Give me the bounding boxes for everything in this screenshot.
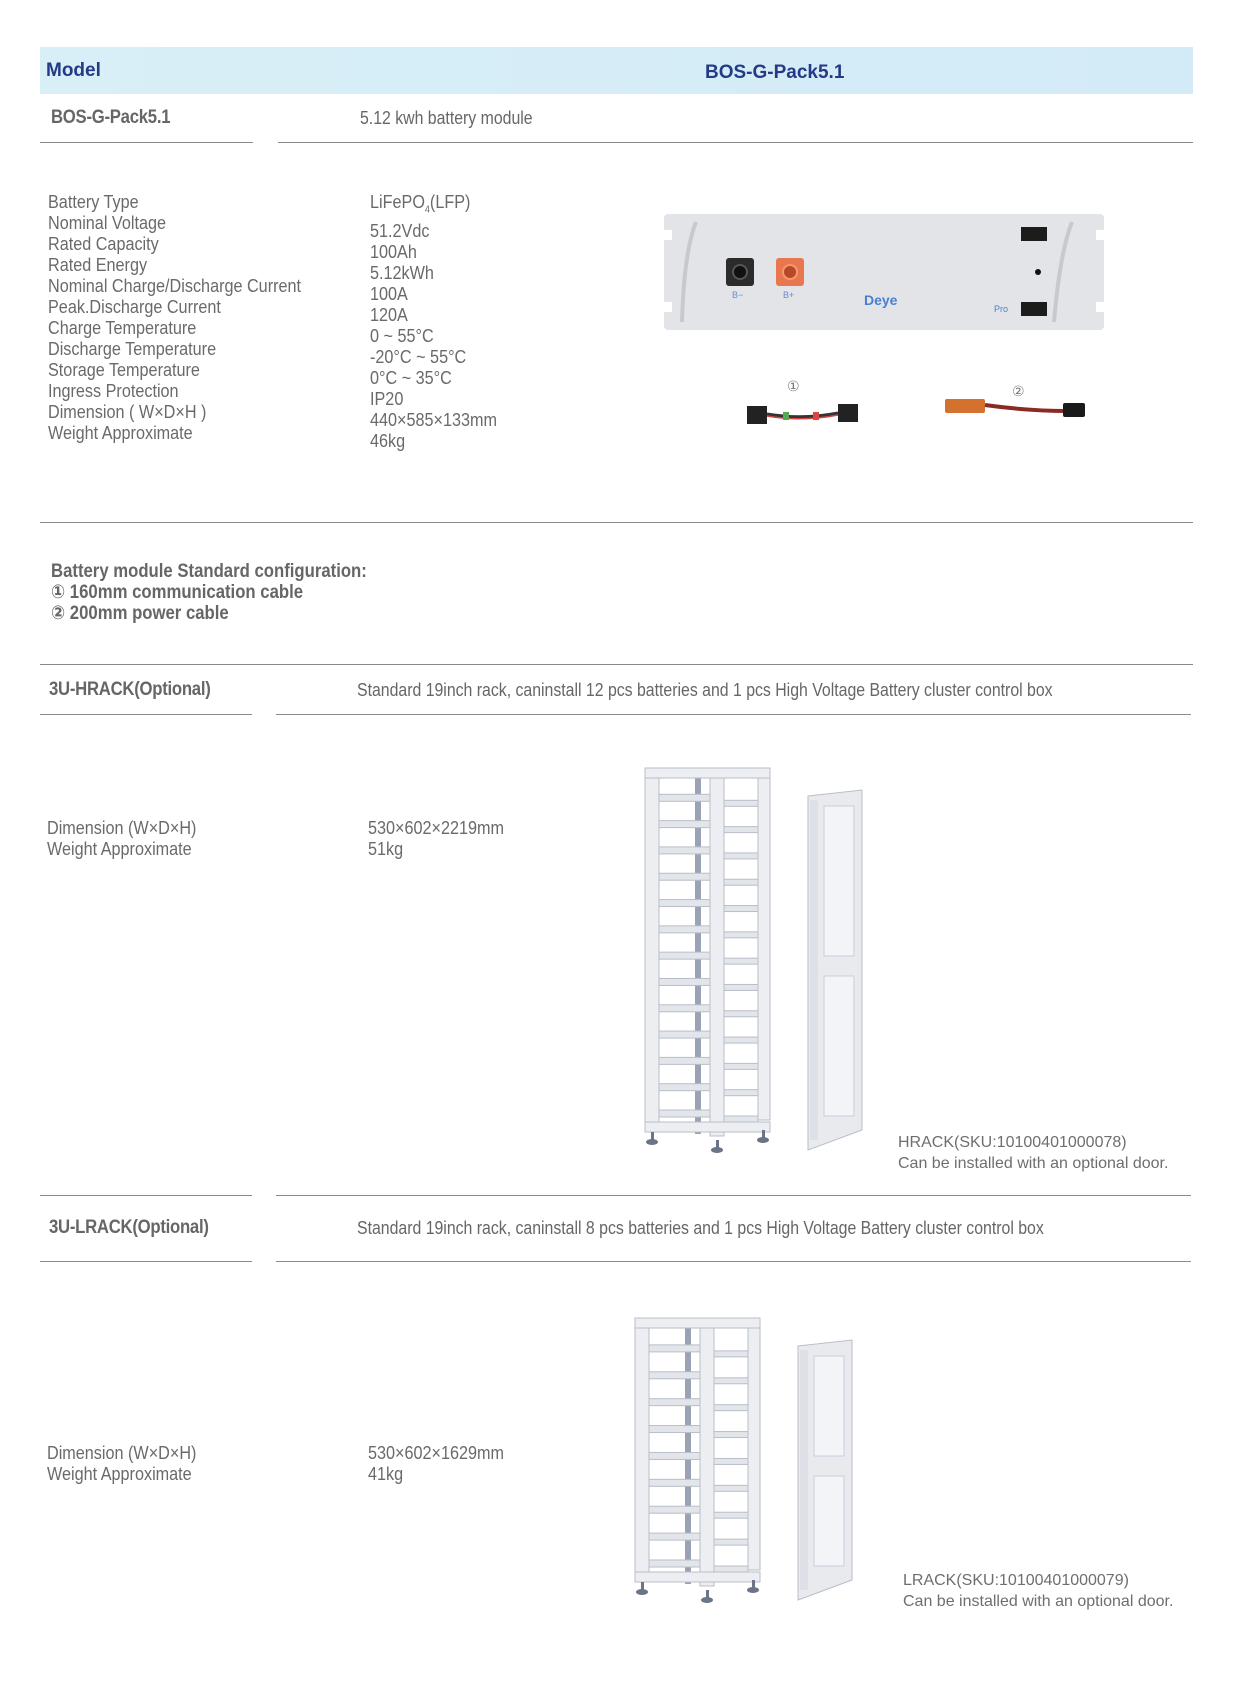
rack-foot bbox=[636, 1589, 648, 1595]
rack-shelf bbox=[649, 1533, 700, 1540]
rack-shelf bbox=[714, 1566, 748, 1572]
rack-shelf bbox=[649, 1372, 700, 1379]
rack-shelf bbox=[659, 1110, 710, 1117]
rack-foot bbox=[757, 1137, 769, 1143]
rack-top-frame bbox=[635, 1318, 760, 1328]
battery-section-title: BOS-G-Pack5.1 bbox=[51, 107, 171, 128]
divider bbox=[278, 142, 1193, 143]
battery-section-description: 5.12 kwh battery module bbox=[360, 108, 533, 128]
rack-foot bbox=[641, 1582, 644, 1590]
spec-value: 100A bbox=[370, 283, 408, 304]
hrack-spec-values bbox=[368, 818, 519, 860]
spec-label: Dimension (W×D×H) bbox=[47, 818, 197, 838]
divider bbox=[40, 1195, 252, 1196]
spec-value: 120A bbox=[370, 304, 408, 325]
rack-post bbox=[700, 1324, 714, 1586]
pro-badge: Pro bbox=[994, 304, 1009, 314]
rack-post bbox=[710, 774, 724, 1136]
product-name: BOS-G-Pack5.1 bbox=[705, 62, 845, 83]
rack-shelf bbox=[714, 1512, 748, 1518]
divider bbox=[276, 1261, 1191, 1262]
rack-shelf bbox=[659, 1031, 710, 1038]
rack-shelf bbox=[724, 1063, 758, 1069]
rack-shelf bbox=[649, 1426, 700, 1433]
rack-door-panel bbox=[814, 1476, 844, 1566]
rack-door-panel bbox=[824, 976, 854, 1116]
rack-foot bbox=[762, 1130, 765, 1138]
hrack-sku: HRACK(SKU:10100401000078) bbox=[898, 1134, 1127, 1151]
rack-shelf bbox=[724, 984, 758, 990]
divider bbox=[276, 1195, 1191, 1196]
lrack-section-description: Standard 19inch rack, caninstall 8 pcs batteries and 1 pcs High Voltage Battery cluster control box bbox=[357, 1218, 1044, 1238]
rack-door-vent bbox=[810, 800, 818, 1140]
spec-value: 51.2Vdc bbox=[370, 220, 430, 241]
rack-shelf bbox=[724, 1090, 758, 1096]
rack-post bbox=[635, 1318, 649, 1580]
rack-shelf bbox=[714, 1351, 748, 1357]
config-title: Battery module Standard configuration: bbox=[51, 561, 367, 582]
rack-shelf bbox=[649, 1560, 700, 1567]
battery-spec-labels bbox=[48, 192, 329, 444]
model-header-band bbox=[40, 47, 1193, 94]
spec-label: Nominal Voltage bbox=[48, 213, 166, 233]
spec-label: Weight Approximate bbox=[47, 839, 192, 859]
divider bbox=[40, 664, 1193, 665]
divider bbox=[40, 142, 253, 143]
spec-label: Rated Capacity bbox=[48, 234, 159, 254]
rack-shelf bbox=[659, 847, 710, 854]
rack-shelf bbox=[659, 952, 710, 959]
hrack-door-note: Can be installed with an optional door. bbox=[898, 1155, 1169, 1172]
power-cable-image bbox=[943, 393, 1093, 423]
terminal-neg-label: B− bbox=[732, 290, 744, 300]
rack-shelf bbox=[724, 827, 758, 833]
rack-bottom-frame bbox=[645, 1122, 770, 1132]
terminal-pos-label: B+ bbox=[783, 290, 795, 300]
lrack-spec-labels bbox=[47, 1443, 213, 1485]
spec-label: Peak.Discharge Current bbox=[48, 297, 221, 317]
hrack-spec-labels bbox=[47, 818, 213, 860]
rack-shelf bbox=[724, 1037, 758, 1043]
spec-label: Dimension (W×D×H) bbox=[47, 1443, 197, 1463]
communication-cable-image bbox=[745, 400, 860, 430]
rack-post bbox=[748, 1318, 760, 1570]
rack-shelf bbox=[649, 1345, 700, 1352]
lrack-image bbox=[630, 1310, 880, 1610]
rack-shelf bbox=[724, 800, 758, 806]
rack-shelf bbox=[714, 1405, 748, 1411]
spec-label: Battery Type bbox=[48, 192, 139, 212]
rack-shelf bbox=[649, 1506, 700, 1513]
spec-value: 0 ~ 55°C bbox=[370, 325, 434, 346]
divider bbox=[276, 714, 1191, 715]
rack-shelf bbox=[659, 794, 710, 801]
spec-value: 5.12kWh bbox=[370, 262, 434, 283]
spec-value: 440×585×133mm bbox=[370, 409, 497, 430]
lrack-spec-values bbox=[368, 1443, 519, 1485]
rack-shelf bbox=[714, 1458, 748, 1464]
rack-foot bbox=[706, 1590, 709, 1598]
rack-shelf bbox=[724, 879, 758, 885]
rack-top-frame bbox=[645, 768, 770, 778]
spec-label: Dimension ( W×D×H ) bbox=[48, 402, 207, 422]
rack-shelf bbox=[724, 958, 758, 964]
rack-door-panel bbox=[814, 1356, 844, 1456]
spec-value: 530×602×2219mm bbox=[368, 818, 505, 838]
spec-label: Nominal Charge/Discharge Current bbox=[48, 276, 302, 296]
rack-shelf bbox=[714, 1432, 748, 1438]
rack-shelf bbox=[649, 1479, 700, 1486]
spec-label: Storage Temperature bbox=[48, 360, 200, 380]
rack-shelf bbox=[724, 853, 758, 859]
lrack-sku: LRACK(SKU:10100401000079) bbox=[903, 1572, 1129, 1589]
lrack-door-note: Can be installed with an optional door. bbox=[903, 1593, 1174, 1610]
rack-shelf bbox=[724, 906, 758, 912]
rack-shelf bbox=[659, 900, 710, 907]
spec-value: 51kg bbox=[368, 839, 404, 859]
spec-value: 41kg bbox=[368, 1464, 404, 1484]
rack-shelf bbox=[659, 1084, 710, 1091]
rack-foot bbox=[651, 1132, 654, 1140]
cable1-marker: ① bbox=[787, 378, 800, 394]
spec-value: 530×602×1629mm bbox=[368, 1443, 505, 1463]
standard-config bbox=[51, 561, 367, 624]
rack-foot bbox=[747, 1587, 759, 1593]
spec-label: Weight Approximate bbox=[47, 1464, 192, 1484]
rack-bottom-frame bbox=[635, 1572, 760, 1582]
spec-value-battery-type: LiFePO$_4$(LFP) bbox=[370, 192, 471, 216]
divider bbox=[40, 522, 1193, 523]
model-label: Model bbox=[46, 60, 101, 81]
spec-label: Discharge Temperature bbox=[48, 339, 217, 359]
rack-shelf bbox=[724, 1011, 758, 1017]
hrack-caption bbox=[898, 1132, 1168, 1174]
rack-shelf bbox=[649, 1399, 700, 1406]
spec-label: Weight Approximate bbox=[48, 423, 193, 443]
rack-door-vent bbox=[800, 1350, 808, 1590]
spec-label: Charge Temperature bbox=[48, 318, 197, 338]
spec-label: Ingress Protection bbox=[48, 381, 179, 401]
hrack-section-title: 3U-HRACK(Optional) bbox=[49, 679, 211, 700]
rack-shelf bbox=[659, 873, 710, 880]
config-item: ② 200mm power cable bbox=[51, 603, 229, 624]
rack-foot bbox=[752, 1580, 755, 1588]
config-item: ① 160mm communication cable bbox=[51, 582, 304, 603]
spec-value: 100Ah bbox=[370, 241, 417, 262]
battery-module-image bbox=[664, 212, 1104, 332]
rack-shelf bbox=[714, 1485, 748, 1491]
rack-shelf bbox=[659, 978, 710, 985]
rack-shelf bbox=[659, 1005, 710, 1012]
spec-value: -20°C ~ 55°C bbox=[370, 346, 467, 367]
spec-label: Rated Energy bbox=[48, 255, 148, 275]
lrack-caption bbox=[903, 1570, 1173, 1612]
rack-foot bbox=[716, 1140, 719, 1148]
rack-shelf bbox=[724, 932, 758, 938]
rack-shelf bbox=[714, 1378, 748, 1384]
spec-value: 0°C ~ 35°C bbox=[370, 367, 452, 388]
rack-shelf bbox=[714, 1539, 748, 1545]
rack-foot bbox=[711, 1147, 723, 1153]
hrack-section-description: Standard 19inch rack, caninstall 12 pcs batteries and 1 pcs High Voltage Battery cluster control box bbox=[357, 680, 1053, 700]
lrack-section-title: 3U-LRACK(Optional) bbox=[49, 1217, 209, 1238]
rack-foot bbox=[646, 1139, 658, 1145]
brand-logo: Deye bbox=[864, 292, 898, 308]
rack-post bbox=[645, 768, 659, 1130]
rack-shelf bbox=[649, 1452, 700, 1459]
divider bbox=[40, 714, 252, 715]
rack-shelf bbox=[659, 821, 710, 828]
rack-door-panel bbox=[824, 806, 854, 956]
rack-shelf bbox=[659, 926, 710, 933]
hrack-image bbox=[640, 760, 890, 1160]
rack-foot bbox=[701, 1597, 713, 1603]
spec-value: 46kg bbox=[370, 430, 406, 451]
rack-shelf bbox=[724, 1116, 758, 1122]
battery-spec-values bbox=[370, 192, 511, 452]
spec-value: IP20 bbox=[370, 388, 404, 409]
cable2-marker: ② bbox=[1012, 383, 1025, 399]
divider bbox=[40, 1261, 252, 1262]
rack-post bbox=[758, 768, 770, 1120]
rack-shelf bbox=[659, 1057, 710, 1064]
